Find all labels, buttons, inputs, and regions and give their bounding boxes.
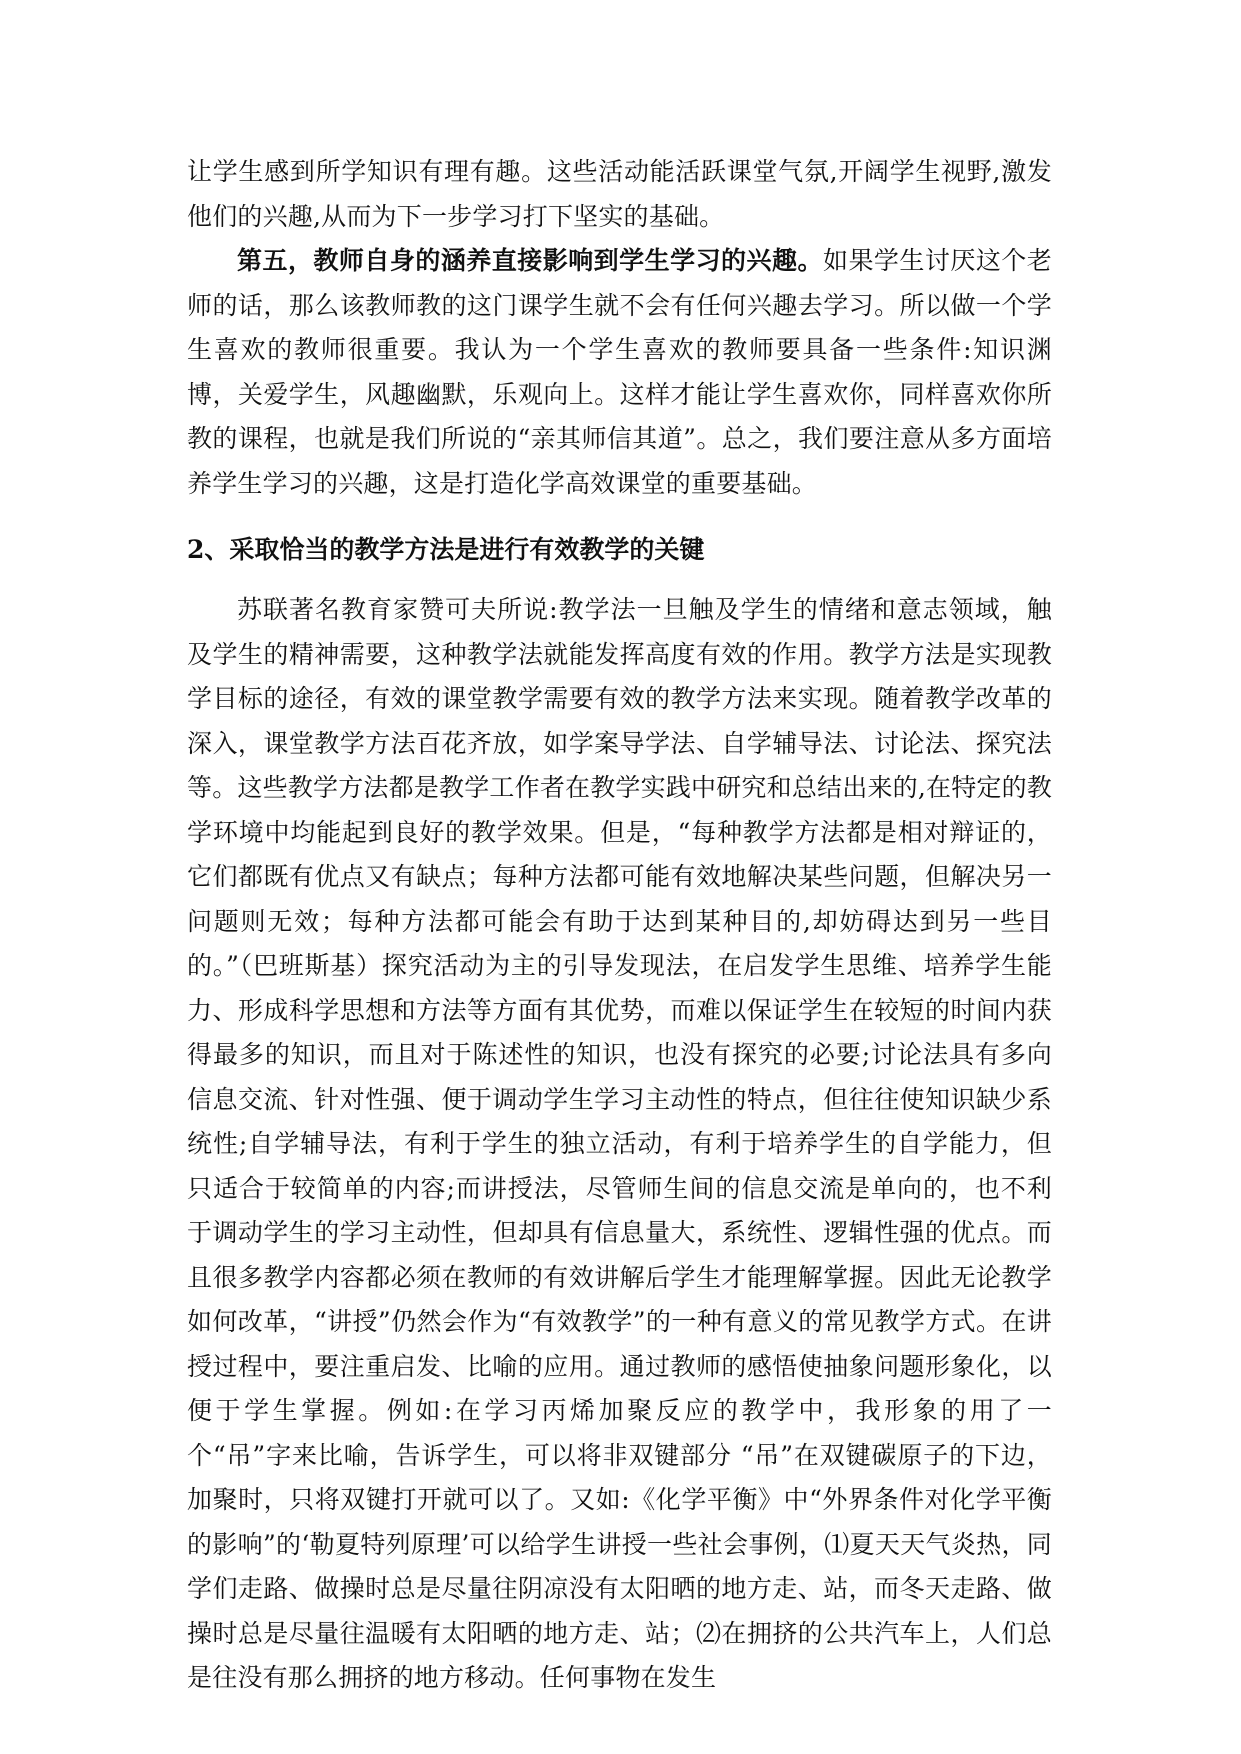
paragraph-teacher-cultivation — [187, 239, 1052, 506]
paragraph-body-text: 如果学生讨厌这个老师的话，那么该教师教的这门课学生就不会有任何兴趣去学习。所以做一个学生喜欢的教师很重要。我认为一个学生喜欢的教师要具备一些条件:知识渊博，关爱学生，风趣幽默，乐观向上。这样才能让学生喜欢你，同样喜欢你所教的课程，也就是我们所说的“亲其师信其道”。总之，我们要注意从多方面培养学生学习的兴趣，这是打造化学高效课堂的重要基础。 — [187, 246, 1052, 498]
section-heading: 2、采取恰当的教学方法是进行有效教学的关键 — [187, 535, 705, 564]
paragraph-teaching-methods: 苏联著名教育家赞可夫所说:教学法一旦触及学生的情绪和意志领域，触及学生的精神需要，这种教学法就能发挥高度有效的作用。教学方法是实现教学目标的途径，有效的课堂教学需要有效的教学方法来实现。随着教学改革的深入，课堂教学方法百花齐放，如学案导学法、自学辅导法、讨论法、探究法等。这些教学方法都是教学工作者在教学实践中研究和总结出来的,在特定的教学环境中均能起到良好的教学效果。但是，“每种教学方法都是相对辩证的，它们都既有优点又有缺点；每种方法都可能有效地解决某些问题，但解决另一问题则无效；每种方法都可能会有助于达到某种目的,却妨碍达到另一些目的。”（巴班斯基）探究活动为主的引导发现法，在启发学生思维、培养学生能力、形成科学思想和方法等方面有其优势，而难以保证学生在较短的时间内获得最多的知识，而且对于陈述性的知识，也没有探究的必要;讨论法具有多向信息交流、针对性强、便于调动学生学习主动性的特点，但往往使知识缺少系统性;自学辅导法，有利于学生的独立活动，有利于培养学生的自学能力，但只适合于较简单的内容;而讲授法，尽管师生间的信息交流是单向的，也不利于调动学生的学习主动性，但却具有信息量大，系统性、逻辑性强的优点。而且很多教学内容都必须在教师的有效讲解后学生才能理解掌握。因此无论教学如何改革，“讲授”仍然会作为“有效教学”的一种有意义的常见教学方式。在讲授过程中，要注重启发、比喻的应用。通过教师的感悟使抽象问题形象化，以便于学生掌握。例如:在学习丙烯加聚反应的教学中，我形象的用了一个“吊”字来比喻，告诉学生，可以将非双键部分 “吊”在双键碳原子的下边，加聚时，只将双键打开就可以了。又如:《化学平衡》中“外界条件对化学平衡的影响”的‘勒夏特列原理’可以给学生讲授一些社会事例，⑴夏天天气炎热，同学们走路、做操时总是尽量往阴凉没有太阳晒的地方走、站，而冬天走路、做操时总是尽量往温暖有太阳晒的地方走、站；⑵在拥挤的公共汽车上，人们总是往没有那么拥挤的地方移动。任何事物在发生 — [187, 595, 1052, 1692]
document-body — [187, 150, 1052, 1701]
paragraph-lead-bold: 第五，教师自身的涵养直接影响到学生学习的兴趣。 — [237, 246, 823, 275]
paragraph-interest-activities: 让学生感到所学知识有理有趣。这些活动能活跃课堂气氛,开阔学生视野,激发他们的兴趣,从而为下一步学习打下坚实的基础。 — [187, 157, 1052, 231]
